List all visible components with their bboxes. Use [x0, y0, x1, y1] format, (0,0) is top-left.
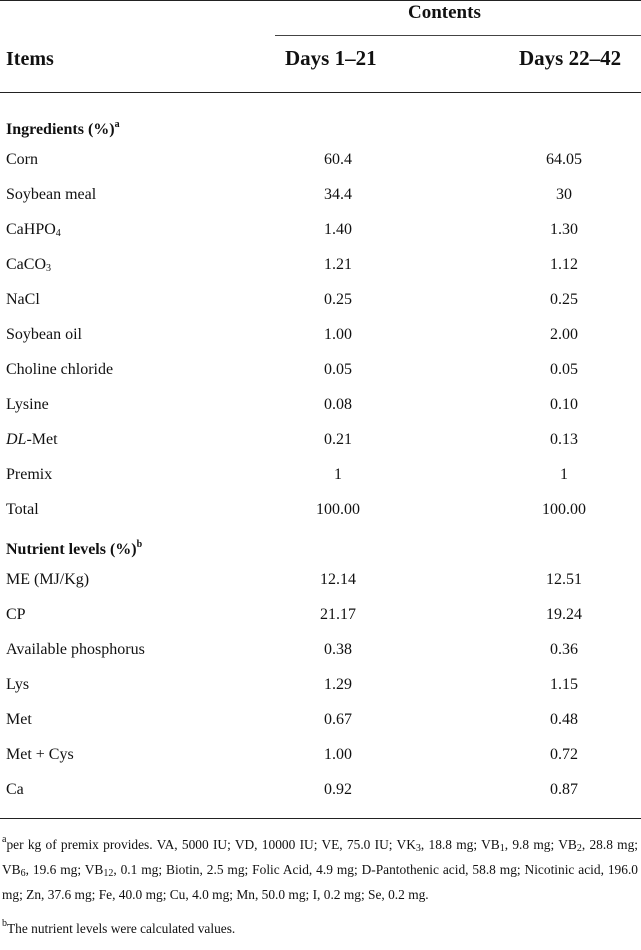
- cell-days-22-42: 0.48: [550, 711, 578, 728]
- footnote-a-subscript: 1: [499, 843, 505, 854]
- row-label: Lys: [6, 676, 30, 693]
- table-row: [0, 282, 641, 317]
- cell-days-22-42: 0.36: [550, 641, 578, 658]
- table-row: [0, 177, 641, 212]
- table-row: [0, 457, 641, 492]
- row-label: NaCl: [6, 291, 40, 308]
- table-row: [0, 737, 641, 772]
- cell-days-1-21: 1.00: [324, 746, 352, 763]
- cell-days-22-42: 1.12: [550, 256, 578, 273]
- row-label: Met: [6, 711, 32, 728]
- row-label-main: CaCO: [6, 256, 46, 273]
- row-label: CP: [6, 606, 26, 623]
- cell-days-1-21: 100.00: [316, 501, 360, 518]
- row-label-rest: -Met: [26, 431, 58, 448]
- cell-days-1-21: 0.25: [324, 291, 352, 308]
- cell-days-22-42: 1: [560, 466, 568, 483]
- cell-days-1-21: 34.4: [324, 186, 352, 203]
- cell-days-22-42: 19.24: [546, 606, 582, 623]
- footnote-a: [2, 829, 638, 905]
- section-ingredients: [0, 107, 641, 142]
- cell-days-1-21: 0.21: [324, 431, 352, 448]
- cell-days-22-42: 12.51: [546, 571, 582, 588]
- cell-days-1-21: 0.08: [324, 396, 352, 413]
- table-top-rule: [0, 0, 641, 1]
- row-label: Available phosphorus: [6, 641, 145, 658]
- cell-days-1-21: 1.21: [324, 256, 352, 273]
- cell-days-1-21: 1: [334, 466, 342, 483]
- table-row: [0, 702, 641, 737]
- table-row: [0, 667, 641, 702]
- footnote-a-text: , 0.1 mg; Biotin, 2.5 mg; Folic Acid, 4.9 mg; D-Pantothenic acid, 58.8 mg; Nicotinic acid, 196.0 mg; Zn, 37.6 mg; Fe, 40.0 mg; Cu, 4.0 mg; Mn, 50.0 mg; I, 0.2 mg; Se, 0.2 mg.: [2, 862, 638, 902]
- header-days-1-21: Days 1–21: [285, 46, 377, 70]
- row-label-italic: DL: [6, 431, 27, 448]
- cell-days-22-42: 0.05: [550, 361, 578, 378]
- cell-days-22-42: 30: [556, 186, 572, 203]
- cell-days-1-21: 1.00: [324, 326, 352, 343]
- cell-days-1-21: 0.92: [324, 781, 352, 798]
- cell-days-22-42: 1.15: [550, 676, 578, 693]
- row-label: ME (MJ/Kg): [6, 571, 90, 588]
- row-label: [6, 247, 51, 286]
- row-label: Total: [6, 501, 39, 518]
- footnote-a-mark: a: [2, 834, 7, 845]
- cell-days-22-42: 64.05: [546, 151, 582, 168]
- row-label: Ca: [6, 781, 24, 798]
- cell-days-1-21: 0.67: [324, 711, 352, 728]
- header-days-22-42: Days 22–42: [519, 46, 622, 70]
- table-row: [0, 422, 641, 457]
- section-nutrients-label: Nutrient levels (%): [6, 541, 137, 558]
- footnote-a-subscript: 12: [103, 868, 114, 879]
- cell-days-1-21: 12.14: [320, 571, 356, 588]
- table-row: [0, 492, 641, 527]
- cell-days-1-21: 60.4: [324, 151, 352, 168]
- footnote-a-subscript: 3: [415, 843, 421, 854]
- table-row: [0, 142, 641, 177]
- cell-days-1-21: 1.29: [324, 676, 352, 693]
- cell-days-22-42: 2.00: [550, 326, 578, 343]
- footnote-b: [2, 913, 638, 939]
- footnote-a-text: per kg of premix provides. VA, 5000 IU; VD, 10000 IU; VE, 75.0 IU; VK: [6, 837, 416, 852]
- cell-days-22-42: 0.10: [550, 396, 578, 413]
- row-label-subscript: 4: [55, 228, 61, 239]
- cell-days-1-21: 0.05: [324, 361, 352, 378]
- table-row: [0, 317, 641, 352]
- table-bottom-rule: [0, 818, 641, 819]
- row-label: [6, 422, 58, 457]
- section-nutrients: [0, 527, 641, 562]
- table-row: [0, 212, 641, 247]
- cell-days-22-42: 0.87: [550, 781, 578, 798]
- table-row: [0, 597, 641, 632]
- footnote-a-text: , 19.6 mg; VB: [25, 862, 104, 877]
- cell-days-22-42: 100.00: [542, 501, 586, 518]
- row-label-main: CaHPO: [6, 221, 56, 238]
- cell-days-22-42: 0.25: [550, 291, 578, 308]
- header-items: Items: [6, 48, 54, 70]
- table-row: [0, 352, 641, 387]
- table-row: [0, 247, 641, 282]
- cell-days-22-42: 0.72: [550, 746, 578, 763]
- footnote-b-text: The nutrient levels were calculated values.: [7, 921, 236, 936]
- header-contents-rule: [275, 35, 641, 36]
- row-label: [6, 212, 61, 251]
- table-row: [0, 632, 641, 667]
- footnote-a-text: , 18.8 mg; VB: [420, 837, 500, 852]
- footnote-a-ref: a: [114, 119, 120, 130]
- row-label: Lysine: [6, 396, 49, 413]
- row-label-subscript: 3: [46, 263, 51, 274]
- cell-days-22-42: 0.13: [550, 431, 578, 448]
- table-row: [0, 562, 641, 597]
- footnote-a-text: , 28.8 mg; VB: [2, 837, 639, 877]
- cell-days-1-21: 0.38: [324, 641, 352, 658]
- section-ingredients-label: Ingredients (%): [6, 121, 115, 138]
- cell-days-1-21: 21.17: [320, 606, 356, 623]
- header-contents: Contents: [408, 2, 481, 23]
- footnote-b-ref: b: [136, 539, 143, 550]
- table-row: [0, 772, 641, 807]
- footnote-a-subscript: 6: [20, 868, 26, 879]
- row-label: Corn: [6, 151, 38, 168]
- header-bottom-rule: [0, 92, 641, 93]
- row-label: Met + Cys: [6, 746, 74, 763]
- row-label: Choline chloride: [6, 361, 114, 378]
- table-row: [0, 387, 641, 422]
- footnote-a-text: , 9.8 mg; VB: [504, 837, 577, 852]
- footnote-a-subscript: 2: [576, 843, 582, 854]
- row-label: Soybean oil: [6, 326, 82, 343]
- cell-days-1-21: 1.40: [324, 221, 352, 238]
- cell-days-22-42: 1.30: [550, 221, 578, 238]
- row-label: Soybean meal: [6, 186, 97, 203]
- row-label: Premix: [6, 466, 53, 483]
- footnote-b-mark: b: [2, 918, 7, 929]
